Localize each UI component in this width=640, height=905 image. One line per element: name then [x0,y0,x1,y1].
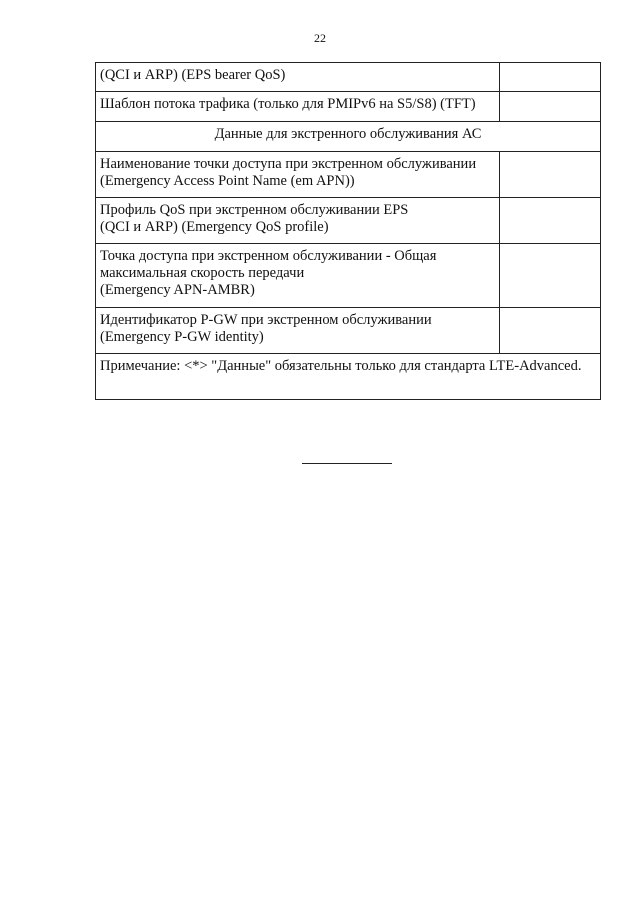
table-row [96,308,601,354]
row-description [96,92,500,122]
row-value-cell [499,152,600,198]
cell-text-line: Профиль QoS при экстренном обслуживании EPS [100,202,409,218]
cell-text-line: (QCI и ARP) (Emergency QoS profile) [100,219,329,235]
cell-text-line: Шаблон потока трафика (только для PMIPv6 на S5/S8) (TFT) [100,96,476,112]
note-row [96,354,601,400]
row-value-cell [499,244,600,308]
cell-text-line: Точка доступа при экстренном обслуживании - Общая [100,248,437,264]
table-row [96,244,601,308]
cell-text-line: (Emergency Access Point Name (em APN)) [100,173,355,189]
row-value-cell [499,198,600,244]
page-number: 22 [314,31,326,45]
row-value-cell [499,308,600,354]
row-description [96,152,500,198]
data-table [95,62,601,400]
row-value-cell [499,92,600,122]
table-row [96,198,601,244]
table-row [96,92,601,122]
row-description [96,63,500,92]
separator-line [302,463,392,464]
table-row [96,63,601,92]
table-note: Примечание: <*> "Данные" обязательны только для стандарта LTE-Advanced. [96,354,601,400]
section-header-row [96,122,601,152]
row-description [96,308,500,354]
section-header [96,122,601,152]
cell-text-line: Наименование точки доступа при экстренном обслуживании [100,156,477,172]
table-row [96,152,601,198]
section-title: Данные для экстренного обслуживания АС [214,126,482,142]
cell-text-line: (QCI и ARP) (EPS bearer QoS) [100,67,286,83]
cell-text-line: (Emergency APN-AMBR) [100,282,255,298]
cell-text-line: (Emergency P-GW identity) [100,329,264,345]
row-value-cell [499,63,600,92]
cell-text-line: Идентификатор P-GW при экстренном обслуживании [100,312,432,328]
row-description [96,244,500,308]
row-description [96,198,500,244]
cell-text-line: максимальная скорость передачи [100,265,305,281]
